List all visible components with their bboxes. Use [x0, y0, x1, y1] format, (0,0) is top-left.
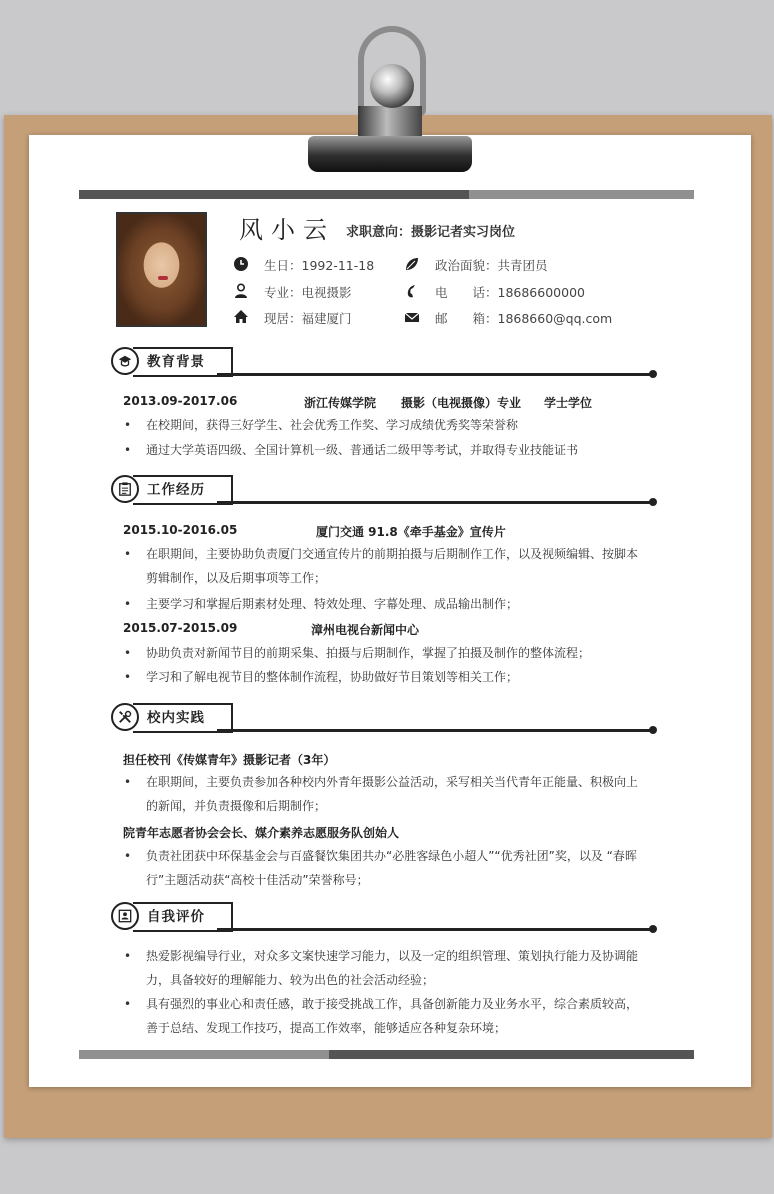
tools-icon: [118, 710, 132, 724]
profile-photo: [116, 212, 207, 327]
edu-degree: 学士学位: [544, 396, 593, 410]
campus-role: 担任校刊《传媒青年》摄影记者（3年）: [123, 753, 336, 767]
top-bar-light: [469, 190, 694, 199]
edu-major: 摄影（电视摄像）专业: [401, 396, 522, 410]
campus-role: 院青年志愿者协会会长、媒介素养志愿服务队创始人: [123, 826, 400, 840]
home-icon: [233, 309, 249, 325]
job-org: 厦门交通 91.8《牵手基金》宣传片: [316, 525, 506, 539]
graduation-cap-icon: [118, 354, 132, 368]
section-title: 校内实践: [133, 703, 233, 733]
edu-period: 2013.09-2017.06: [123, 394, 238, 408]
profile-card-icon: [118, 909, 132, 923]
phone-icon: [404, 283, 420, 299]
bottom-bar-light: [79, 1050, 329, 1059]
job-period: 2015.07-2015.09: [123, 621, 238, 635]
job-period: 2015.10-2016.05: [123, 523, 238, 537]
section-title: 教育背景: [133, 347, 233, 377]
leaf-icon: [404, 256, 420, 272]
job-org: 漳州电视台新闻中心: [311, 623, 420, 637]
job-intent: 求职意向：摄影记者实习岗位: [346, 225, 516, 240]
section-title: 自我评价: [133, 902, 233, 932]
candidate-name: 风小云: [239, 216, 335, 244]
user-icon: [233, 283, 249, 299]
clipboard-icon: [118, 482, 132, 496]
binder-clip: [300, 26, 480, 176]
bottom-bar-dark: [329, 1050, 694, 1059]
top-bar-dark: [79, 190, 469, 199]
edu-school: 浙江传媒学院: [304, 396, 377, 410]
mail-icon: [404, 309, 420, 325]
clock-icon: [233, 256, 249, 272]
section-title: 工作经历: [133, 475, 233, 505]
